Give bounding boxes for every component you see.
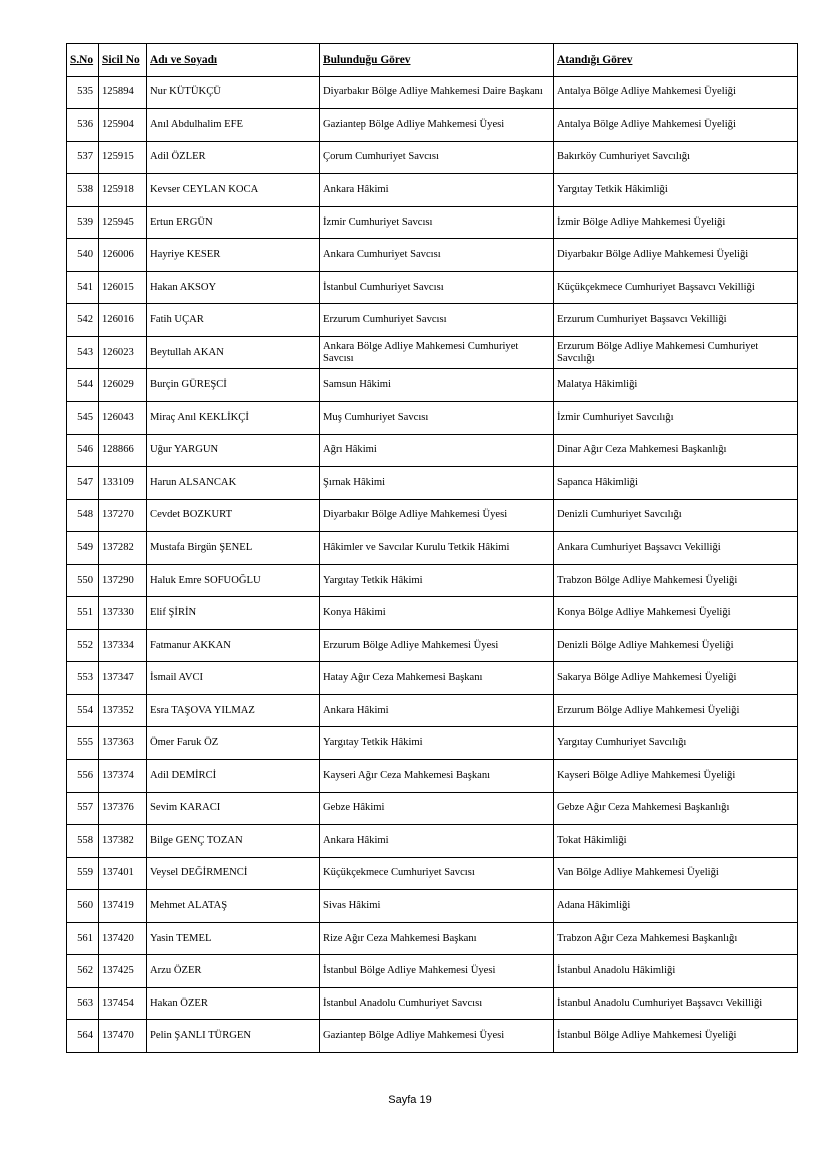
cell-sno: 562	[67, 955, 99, 988]
cell-current-post: Hatay Ağır Ceza Mahkemesi Başkanı	[320, 662, 554, 695]
cell-sno: 550	[67, 564, 99, 597]
cell-name: Pelin ŞANLI TÜRGEN	[147, 1020, 320, 1053]
cell-current-post: Diyarbakır Bölge Adliye Mahkemesi Üyesi	[320, 499, 554, 532]
table-row	[67, 402, 798, 435]
cell-name: Elif ŞİRİN	[147, 597, 320, 630]
cell-sno: 537	[67, 141, 99, 174]
cell-sicil: 125915	[99, 141, 147, 174]
cell-name: Harun ALSANCAK	[147, 467, 320, 500]
cell-sno: 563	[67, 987, 99, 1020]
cell-sicil: 137382	[99, 825, 147, 858]
table-row	[67, 760, 798, 793]
table-row	[67, 987, 798, 1020]
cell-name: Uğur YARGUN	[147, 434, 320, 467]
table-row	[67, 174, 798, 207]
cell-assigned-post: Bakırköy Cumhuriyet Savcılığı	[554, 141, 798, 174]
table-row	[67, 825, 798, 858]
cell-assigned-post: Adana Hâkimliği	[554, 890, 798, 923]
cell-assigned-post: Sapanca Hâkimliği	[554, 467, 798, 500]
cell-name: Sevim KARACI	[147, 792, 320, 825]
cell-sicil: 137282	[99, 532, 147, 565]
cell-sno: 546	[67, 434, 99, 467]
cell-sno: 551	[67, 597, 99, 630]
cell-current-post: Ankara Bölge Adliye Mahkemesi Cumhuriyet Savcısı	[320, 336, 554, 369]
cell-name: Burçin GÜREŞCİ	[147, 369, 320, 402]
cell-name: Veysel DEĞİRMENCİ	[147, 857, 320, 890]
cell-current-post: İzmir Cumhuriyet Savcısı	[320, 206, 554, 239]
cell-assigned-post: Ankara Cumhuriyet Başsavcı Vekilliği	[554, 532, 798, 565]
cell-assigned-post: Tokat Hâkimliği	[554, 825, 798, 858]
header-assigned-post: Atandığı Görev	[554, 44, 798, 77]
cell-sno: 541	[67, 271, 99, 304]
cell-sno: 542	[67, 304, 99, 337]
table-header-row	[67, 44, 798, 77]
cell-assigned-post: Kayseri Bölge Adliye Mahkemesi Üyeliği	[554, 760, 798, 793]
cell-current-post: Samsun Hâkimi	[320, 369, 554, 402]
cell-current-post: Yargıtay Tetkik Hâkimi	[320, 564, 554, 597]
table-row	[67, 857, 798, 890]
table-row	[67, 206, 798, 239]
cell-sicil: 125918	[99, 174, 147, 207]
cell-sicil: 125904	[99, 109, 147, 142]
table-row	[67, 955, 798, 988]
table-row	[67, 336, 798, 369]
cell-name: Kevser CEYLAN KOCA	[147, 174, 320, 207]
cell-current-post: Erzurum Cumhuriyet Savcısı	[320, 304, 554, 337]
cell-current-post: Kayseri Ağır Ceza Mahkemesi Başkanı	[320, 760, 554, 793]
page-number: Sayfa 19	[388, 1094, 432, 1106]
cell-assigned-post: Erzurum Bölge Adliye Mahkemesi Cumhuriyet Savcılığı	[554, 336, 798, 369]
cell-sno: 539	[67, 206, 99, 239]
table-row	[67, 239, 798, 272]
table-row	[67, 271, 798, 304]
cell-assigned-post: Malatya Hâkimliği	[554, 369, 798, 402]
cell-sno: 554	[67, 694, 99, 727]
cell-sicil: 137425	[99, 955, 147, 988]
table-row	[67, 109, 798, 142]
cell-assigned-post: Trabzon Bölge Adliye Mahkemesi Üyeliği	[554, 564, 798, 597]
cell-sicil: 126015	[99, 271, 147, 304]
cell-current-post: Muş Cumhuriyet Savcısı	[320, 402, 554, 435]
cell-current-post: Sivas Hâkimi	[320, 890, 554, 923]
table-row	[67, 597, 798, 630]
cell-sno: 556	[67, 760, 99, 793]
cell-sno: 557	[67, 792, 99, 825]
table-row	[67, 141, 798, 174]
table-row	[67, 76, 798, 109]
cell-sno: 560	[67, 890, 99, 923]
cell-name: Hakan AKSOY	[147, 271, 320, 304]
cell-name: Ömer Faruk ÖZ	[147, 727, 320, 760]
cell-sno: 552	[67, 629, 99, 662]
cell-name: İsmail AVCI	[147, 662, 320, 695]
cell-sicil: 137334	[99, 629, 147, 662]
cell-sicil: 137290	[99, 564, 147, 597]
cell-name: Fatih UÇAR	[147, 304, 320, 337]
cell-sicil: 137420	[99, 922, 147, 955]
table-row	[67, 629, 798, 662]
cell-name: Bilge GENÇ TOZAN	[147, 825, 320, 858]
cell-name: Mustafa Birgün ŞENEL	[147, 532, 320, 565]
cell-current-post: Konya Hâkimi	[320, 597, 554, 630]
cell-sicil: 126043	[99, 402, 147, 435]
table-row	[67, 369, 798, 402]
cell-assigned-post: Sakarya Bölge Adliye Mahkemesi Üyeliği	[554, 662, 798, 695]
cell-assigned-post: Diyarbakır Bölge Adliye Mahkemesi Üyeliği	[554, 239, 798, 272]
cell-assigned-post: İzmir Bölge Adliye Mahkemesi Üyeliği	[554, 206, 798, 239]
cell-current-post: Ankara Hâkimi	[320, 174, 554, 207]
cell-current-post: Ankara Hâkimi	[320, 694, 554, 727]
cell-sicil: 126016	[99, 304, 147, 337]
cell-assigned-post: Erzurum Bölge Adliye Mahkemesi Üyeliği	[554, 694, 798, 727]
cell-name: Esra TAŞOVA YILMAZ	[147, 694, 320, 727]
cell-sicil: 137376	[99, 792, 147, 825]
table-row	[67, 890, 798, 923]
cell-sno: 559	[67, 857, 99, 890]
cell-name: Hakan ÖZER	[147, 987, 320, 1020]
table-row	[67, 467, 798, 500]
table-row	[67, 727, 798, 760]
table-body	[67, 76, 798, 1052]
cell-current-post: Çorum Cumhuriyet Savcısı	[320, 141, 554, 174]
cell-name: Hayriye KESER	[147, 239, 320, 272]
cell-current-post: İstanbul Anadolu Cumhuriyet Savcısı	[320, 987, 554, 1020]
cell-sicil: 125894	[99, 76, 147, 109]
cell-assigned-post: İzmir Cumhuriyet Savcılığı	[554, 402, 798, 435]
cell-name: Ertun ERGÜN	[147, 206, 320, 239]
cell-assigned-post: Antalya Bölge Adliye Mahkemesi Üyeliği	[554, 109, 798, 142]
cell-current-post: Hâkimler ve Savcılar Kurulu Tetkik Hâkimi	[320, 532, 554, 565]
cell-sicil: 137347	[99, 662, 147, 695]
table-row	[67, 434, 798, 467]
cell-sicil: 133109	[99, 467, 147, 500]
cell-assigned-post: Erzurum Cumhuriyet Başsavcı Vekilliği	[554, 304, 798, 337]
cell-sno: 545	[67, 402, 99, 435]
cell-assigned-post: İstanbul Bölge Adliye Mahkemesi Üyeliği	[554, 1020, 798, 1053]
table-row	[67, 662, 798, 695]
table-row	[67, 304, 798, 337]
cell-sicil: 128866	[99, 434, 147, 467]
cell-current-post: Gaziantep Bölge Adliye Mahkemesi Üyesi	[320, 109, 554, 142]
cell-assigned-post: Trabzon Ağır Ceza Mahkemesi Başkanlığı	[554, 922, 798, 955]
cell-sno: 538	[67, 174, 99, 207]
cell-name: Adil ÖZLER	[147, 141, 320, 174]
header-name: Adı ve Soyadı	[147, 44, 320, 77]
cell-assigned-post: İstanbul Anadolu Cumhuriyet Başsavcı Vekilliği	[554, 987, 798, 1020]
cell-sicil: 137419	[99, 890, 147, 923]
cell-sno: 536	[67, 109, 99, 142]
cell-assigned-post: İstanbul Anadolu Hâkimliği	[554, 955, 798, 988]
cell-name: Haluk Emre SOFUOĞLU	[147, 564, 320, 597]
cell-sicil: 126029	[99, 369, 147, 402]
header-current-post: Bulunduğu Görev	[320, 44, 554, 77]
table-row	[67, 1020, 798, 1053]
table-row	[67, 564, 798, 597]
cell-sno: 547	[67, 467, 99, 500]
cell-assigned-post: Küçükçekmece Cumhuriyet Başsavcı Vekilliği	[554, 271, 798, 304]
cell-sno: 558	[67, 825, 99, 858]
cell-assigned-post: Denizli Cumhuriyet Savcılığı	[554, 499, 798, 532]
cell-sicil: 137470	[99, 1020, 147, 1053]
header-sno: S.No	[67, 44, 99, 77]
cell-assigned-post: Denizli Bölge Adliye Mahkemesi Üyeliği	[554, 629, 798, 662]
cell-name: Mehmet ALATAŞ	[147, 890, 320, 923]
cell-current-post: Ankara Cumhuriyet Savcısı	[320, 239, 554, 272]
cell-sicil: 137363	[99, 727, 147, 760]
appointment-table	[66, 43, 798, 1053]
table-row	[67, 922, 798, 955]
cell-current-post: Şırnak Hâkimi	[320, 467, 554, 500]
cell-name: Adil DEMİRCİ	[147, 760, 320, 793]
table-row	[67, 499, 798, 532]
cell-current-post: Diyarbakır Bölge Adliye Mahkemesi Daire Başkanı	[320, 76, 554, 109]
table-row	[67, 532, 798, 565]
cell-sicil: 137270	[99, 499, 147, 532]
cell-sno: 544	[67, 369, 99, 402]
cell-assigned-post: Gebze Ağır Ceza Mahkemesi Başkanlığı	[554, 792, 798, 825]
cell-current-post: Ağrı Hâkimi	[320, 434, 554, 467]
cell-sno: 540	[67, 239, 99, 272]
cell-current-post: Gaziantep Bölge Adliye Mahkemesi Üyesi	[320, 1020, 554, 1053]
cell-assigned-post: Van Bölge Adliye Mahkemesi Üyeliği	[554, 857, 798, 890]
table-row	[67, 792, 798, 825]
cell-current-post: İstanbul Bölge Adliye Mahkemesi Üyesi	[320, 955, 554, 988]
cell-current-post: Ankara Hâkimi	[320, 825, 554, 858]
cell-name: Nur KÜTÜKÇÜ	[147, 76, 320, 109]
cell-sicil: 137454	[99, 987, 147, 1020]
cell-sno: 555	[67, 727, 99, 760]
cell-sno: 561	[67, 922, 99, 955]
cell-sicil: 137374	[99, 760, 147, 793]
cell-assigned-post: Antalya Bölge Adliye Mahkemesi Üyeliği	[554, 76, 798, 109]
cell-sicil: 125945	[99, 206, 147, 239]
cell-assigned-post: Yargıtay Cumhuriyet Savcılığı	[554, 727, 798, 760]
cell-name: Beytullah AKAN	[147, 336, 320, 369]
cell-name: Yasin TEMEL	[147, 922, 320, 955]
cell-current-post: Erzurum Bölge Adliye Mahkemesi Üyesi	[320, 629, 554, 662]
cell-sicil: 126023	[99, 336, 147, 369]
cell-current-post: Küçükçekmece Cumhuriyet Savcısı	[320, 857, 554, 890]
cell-sno: 548	[67, 499, 99, 532]
cell-current-post: Gebze Hâkimi	[320, 792, 554, 825]
cell-sno: 549	[67, 532, 99, 565]
cell-name: Arzu ÖZER	[147, 955, 320, 988]
cell-sicil: 126006	[99, 239, 147, 272]
cell-name: Miraç Anıl KEKLİKÇİ	[147, 402, 320, 435]
cell-name: Fatmanur AKKAN	[147, 629, 320, 662]
cell-sno: 553	[67, 662, 99, 695]
cell-current-post: İstanbul Cumhuriyet Savcısı	[320, 271, 554, 304]
cell-assigned-post: Konya Bölge Adliye Mahkemesi Üyeliği	[554, 597, 798, 630]
header-sicil: Sicil No	[99, 44, 147, 77]
cell-sicil: 137352	[99, 694, 147, 727]
cell-sno: 535	[67, 76, 99, 109]
cell-current-post: Rize Ağır Ceza Mahkemesi Başkanı	[320, 922, 554, 955]
cell-sno: 564	[67, 1020, 99, 1053]
cell-assigned-post: Yargıtay Tetkik Hâkimliği	[554, 174, 798, 207]
cell-current-post: Yargıtay Tetkik Hâkimi	[320, 727, 554, 760]
cell-sicil: 137330	[99, 597, 147, 630]
table-row	[67, 694, 798, 727]
cell-name: Cevdet BOZKURT	[147, 499, 320, 532]
cell-sno: 543	[67, 336, 99, 369]
cell-name: Anıl Abdulhalim EFE	[147, 109, 320, 142]
cell-assigned-post: Dinar Ağır Ceza Mahkemesi Başkanlığı	[554, 434, 798, 467]
cell-sicil: 137401	[99, 857, 147, 890]
